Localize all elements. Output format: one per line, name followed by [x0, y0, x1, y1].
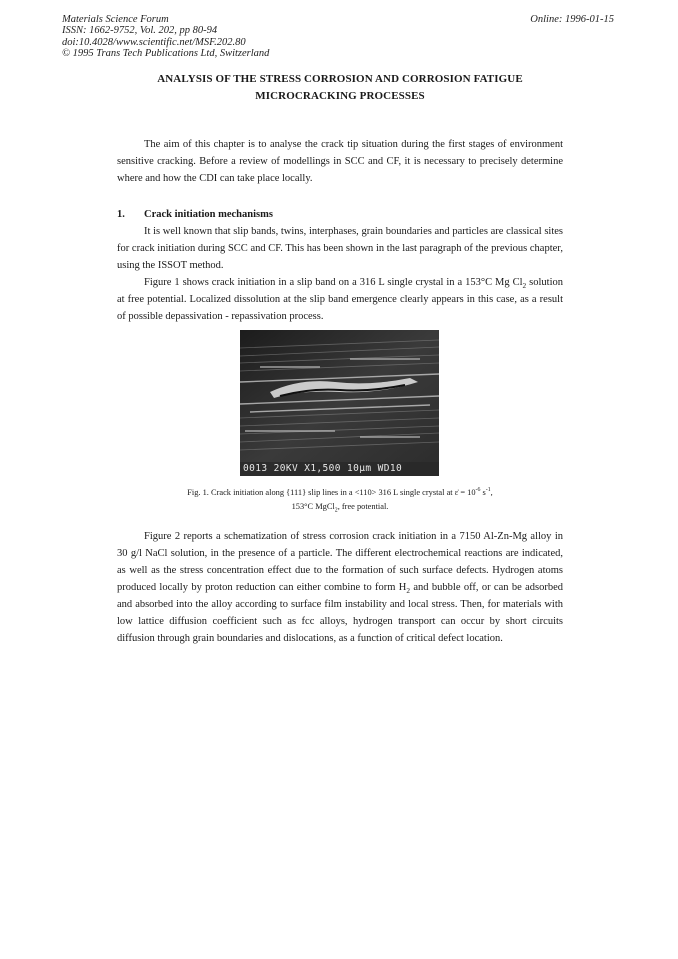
- section-paragraph-2: Figure 1 shows crack initiation in a slip band on a 316 L single crystal in a 153°C Mg $Cl_2$ solution at free potential. Localized dissolution at the slip band emergence clearly appears in this case, as a result of possible depassivation - repassivation process.: [117, 277, 564, 322]
- page-title: [80, 71, 600, 104]
- section-body: [117, 223, 563, 325]
- title-line-1: ANALYSIS OF THE STRESS CORROSION AND CORROSION FATIGUE: [157, 73, 523, 85]
- title-line-2: MICROCRACKING PROCESSES: [255, 89, 425, 102]
- figure-caption: [117, 486, 563, 514]
- sem-micrograph: [240, 330, 439, 476]
- section-heading: [117, 206, 563, 223]
- section-number: 1.: [117, 209, 125, 220]
- section-title: Crack initiation mechanisms: [144, 209, 273, 220]
- intro-paragraph: [117, 136, 563, 187]
- doi-line: doi:10.4028/www.scientific.net/MSF.202.80: [62, 36, 246, 48]
- caption-line-1: Fig. 1. Crack initiation along {111} slip lines in a <110> 316 L single crystal at ε̇ = $10^{-6}$ $s^{-1}$,: [187, 487, 493, 497]
- micrograph-image: [240, 330, 439, 476]
- online-date: Online: 1996-01-15: [530, 14, 614, 25]
- section-paragraph-1: It is well known that slip bands, twins, interphases, grain boundaries and particles are classical sites for crack initiation during SCC and CF. This has been shown in the last paragraph of the previous chapter, using the ISSOT method.: [117, 226, 563, 271]
- running-header: [62, 14, 269, 59]
- caption-line-2: 153°C MgCl$_2$, free potential.: [291, 502, 389, 514]
- paragraph-3: Figure 2 reports a schematization of stress corrosion crack initiation in a 7150 Al-Zn-Mg alloy in 30 g/l NaCl solution, in the presence of a particle. The different electrochemical reactions are indicated, as well as the stress concentration effect due to the formation of such surface defects. Hydrogen atoms produced locally by proton reduction can either combine to form $H_2$ and bubble off, or can be adsorbed and absorbed into the alloy according to surface film instability and local stress. Then, for materials with low lattice diffusion coefficient such as fcc alloys, hydrogen transport can occur by short circuits diffusion through grain boundaries and dislocations, as a function of critical defect location.: [117, 531, 563, 644]
- intro-text: The aim of this chapter is to analyse the crack tip situation during the first stages of environment sensitive cracking. Before a review of modellings in SCC and CF, it is necessary to precisely determine where and how the CDI can take place locally.: [117, 139, 563, 184]
- sem-scale-label: 0013 20KV X1,500 10μm WD10: [240, 462, 439, 476]
- issn-line: ISSN: 1662-9752, Vol. 202, pp 80-94: [62, 25, 218, 37]
- copyright-line: © 1995 Trans Tech Publications Ltd, Switzerland: [62, 47, 270, 59]
- figure2-paragraph: [117, 528, 563, 647]
- journal-name: Materials Science Forum: [62, 14, 169, 25]
